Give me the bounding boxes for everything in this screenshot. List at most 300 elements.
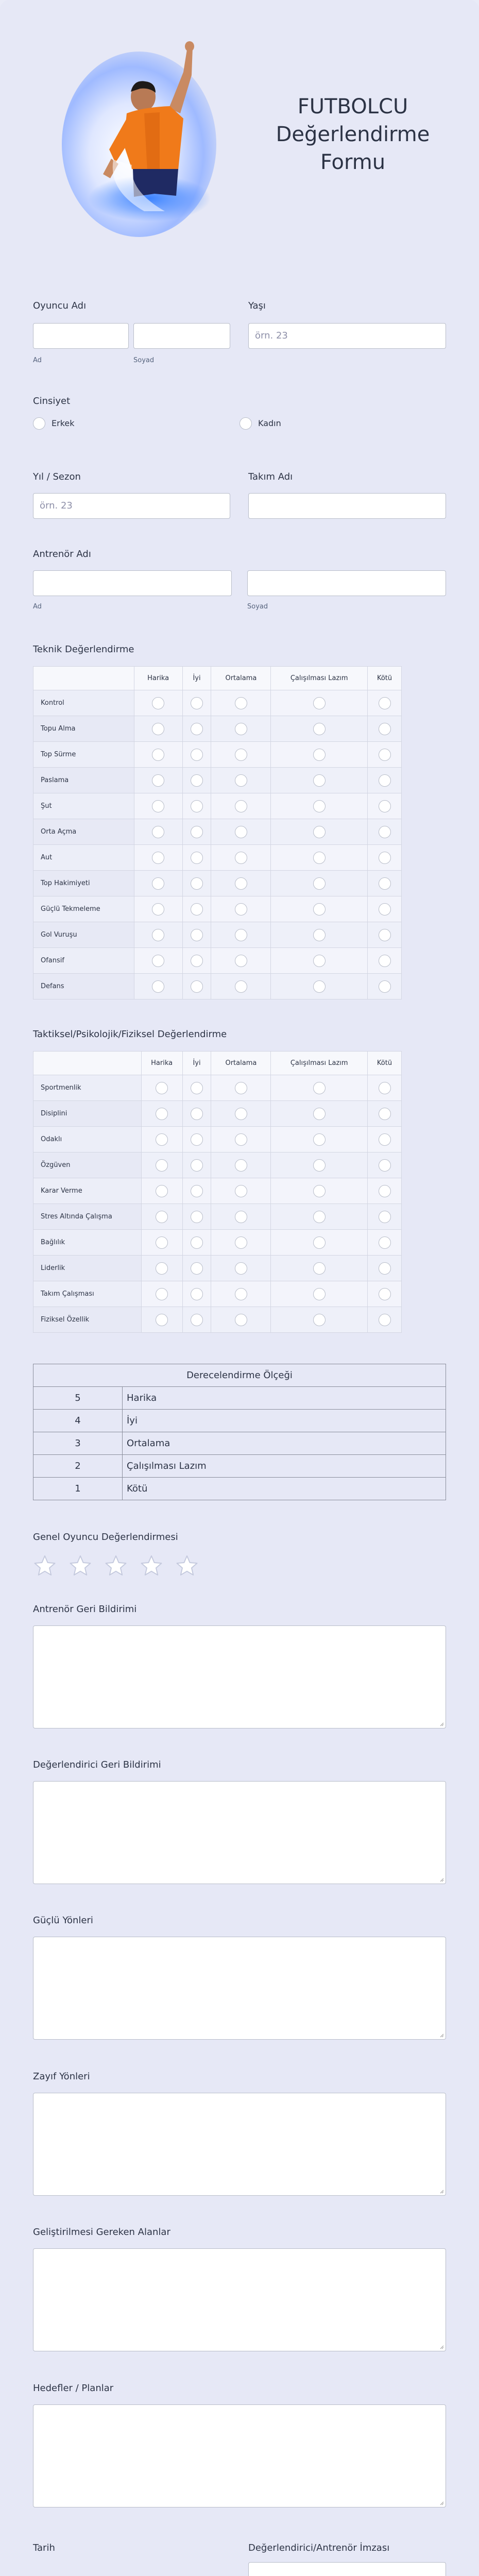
matrix-cell [134, 896, 182, 922]
player-name-label: Oyuncu Adı [33, 300, 87, 311]
matrix-cell [134, 845, 182, 871]
matrix-radio[interactable] [235, 955, 247, 967]
matrix-radio[interactable] [379, 1314, 391, 1326]
matrix-radio[interactable] [191, 1108, 203, 1120]
matrix-cell [182, 974, 211, 999]
matrix-radio[interactable] [313, 1288, 326, 1300]
matrix-radio[interactable] [313, 749, 326, 761]
matrix-cell [134, 819, 182, 845]
matrix-radio[interactable] [379, 749, 391, 761]
matrix-corner [33, 1052, 142, 1075]
tactical-row-label: Liderlik [33, 1256, 142, 1281]
matrix-radio[interactable] [152, 697, 164, 709]
column-header: Kötü [368, 1052, 402, 1075]
matrix-cell [182, 819, 211, 845]
matrix-radio[interactable] [235, 1314, 247, 1326]
matrix-cell [211, 819, 271, 845]
title-line-1: FUTBOLCU [297, 95, 408, 118]
matrix-cell [211, 871, 271, 896]
matrix-radio[interactable] [191, 1185, 203, 1197]
technical-row-label: Top Hakimiyeti [33, 871, 134, 896]
matrix-cell [271, 1256, 368, 1281]
matrix-cell [141, 1204, 182, 1230]
star-icon[interactable] [33, 1554, 57, 1578]
matrix-cell [141, 1230, 182, 1256]
matrix-radio[interactable] [379, 877, 391, 890]
matrix-radio[interactable] [156, 1288, 168, 1300]
matrix-radio[interactable] [235, 1133, 247, 1146]
signature-label: Değerlendirici/Antrenör İmzası [248, 2543, 390, 2553]
column-header: Kötü [368, 667, 402, 690]
matrix-radio[interactable] [156, 1262, 168, 1275]
matrix-radio[interactable] [379, 826, 391, 838]
weaknesses-label: Zayıf Yönleri [33, 2071, 90, 2082]
matrix-cell [368, 1281, 402, 1307]
star-icon[interactable] [140, 1554, 163, 1578]
matrix-radio[interactable] [156, 1133, 168, 1146]
matrix-cell [134, 871, 182, 896]
matrix-cell [134, 742, 182, 768]
matrix-cell [211, 1178, 271, 1204]
matrix-radio[interactable] [235, 826, 247, 838]
tactical-row-label: Sportmenlik [33, 1075, 142, 1101]
technical-row [33, 793, 402, 819]
matrix-radio[interactable] [191, 774, 203, 787]
matrix-radio[interactable] [379, 1262, 391, 1275]
coach-feedback-textarea[interactable] [33, 1625, 446, 1728]
matrix-cell [271, 1230, 368, 1256]
matrix-radio[interactable] [235, 877, 247, 890]
matrix-radio[interactable] [152, 877, 164, 890]
matrix-radio[interactable] [379, 1288, 391, 1300]
evaluator-feedback-textarea[interactable] [33, 1781, 446, 1884]
matrix-cell [271, 1281, 368, 1307]
matrix-radio[interactable] [156, 1082, 168, 1094]
matrix-radio[interactable] [235, 723, 247, 735]
scale-value: 4 [33, 1410, 123, 1432]
matrix-radio[interactable] [379, 723, 391, 735]
rating-scale-title: Derecelendirme Ölçeği [33, 1364, 446, 1387]
technical-row-label: Ofansif [33, 948, 134, 974]
matrix-corner [33, 667, 134, 690]
technical-row [33, 896, 402, 922]
technical-row-label: Kontrol [33, 690, 134, 716]
matrix-radio[interactable] [379, 1211, 391, 1223]
matrix-radio[interactable] [191, 852, 203, 864]
matrix-radio[interactable] [313, 826, 326, 838]
matrix-radio[interactable] [379, 697, 391, 709]
matrix-radio[interactable] [313, 1108, 326, 1120]
matrix-radio[interactable] [235, 929, 247, 941]
matrix-radio[interactable] [191, 1211, 203, 1223]
player-first-name-input[interactable] [33, 323, 129, 349]
year-season-input[interactable]: örn. 23 [33, 493, 230, 519]
team-name-label: Takım Adı [248, 471, 293, 482]
matrix-cell [211, 793, 271, 819]
matrix-radio[interactable] [313, 852, 326, 864]
coach-first-sublabel: Ad [33, 603, 42, 611]
coach-first-name-input[interactable] [33, 570, 232, 596]
matrix-cell [368, 974, 402, 999]
matrix-radio[interactable] [313, 1133, 326, 1146]
matrix-cell [141, 1075, 182, 1101]
matrix-cell [368, 1230, 402, 1256]
technical-row [33, 690, 402, 716]
matrix-radio[interactable] [152, 852, 164, 864]
matrix-cell [271, 974, 368, 999]
matrix-radio[interactable] [235, 1262, 247, 1275]
matrix-cell [271, 1178, 368, 1204]
matrix-cell [211, 1256, 271, 1281]
matrix-radio[interactable] [191, 749, 203, 761]
matrix-cell [271, 948, 368, 974]
matrix-radio[interactable] [379, 903, 391, 916]
matrix-radio[interactable] [235, 1159, 247, 1172]
technical-row [33, 819, 402, 845]
technical-row-label: Aut [33, 845, 134, 871]
column-header: Harika [134, 667, 182, 690]
team-name-input[interactable] [248, 493, 446, 519]
matrix-cell [271, 1307, 368, 1333]
matrix-radio[interactable] [313, 929, 326, 941]
matrix-cell [134, 793, 182, 819]
gender-radio-male[interactable] [33, 417, 45, 430]
matrix-cell [271, 1101, 368, 1127]
matrix-radio[interactable] [379, 1108, 391, 1120]
scale-row [33, 1478, 446, 1500]
matrix-cell [271, 871, 368, 896]
matrix-cell [182, 716, 211, 742]
matrix-radio[interactable] [313, 955, 326, 967]
technical-row-label: Güçlü Tekmeleme [33, 896, 134, 922]
matrix-radio[interactable] [156, 1314, 168, 1326]
column-header: İyi [182, 667, 211, 690]
matrix-cell [182, 768, 211, 793]
matrix-cell [211, 1230, 271, 1256]
technical-rows [33, 690, 402, 999]
scale-value: 1 [33, 1478, 123, 1500]
tactical-row [33, 1101, 402, 1127]
matrix-cell [182, 1178, 211, 1204]
gender-radio-female[interactable] [239, 417, 252, 430]
last-name-sublabel: Soyad [133, 357, 155, 364]
age-input[interactable]: örn. 23 [248, 323, 446, 349]
matrix-cell [368, 896, 402, 922]
matrix-radio[interactable] [191, 1133, 203, 1146]
matrix-radio[interactable] [379, 1236, 391, 1249]
matrix-radio[interactable] [313, 1236, 326, 1249]
matrix-radio[interactable] [152, 723, 164, 735]
scale-row [33, 1387, 446, 1410]
matrix-radio[interactable] [313, 723, 326, 735]
tactical-row [33, 1230, 402, 1256]
year-season-label: Yıl / Sezon [33, 471, 81, 482]
column-header: Çalışılması Lazım [271, 667, 368, 690]
matrix-cell [271, 1153, 368, 1178]
matrix-radio[interactable] [235, 903, 247, 916]
tactical-row [33, 1178, 402, 1204]
matrix-cell [368, 690, 402, 716]
technical-row [33, 845, 402, 871]
star-icon[interactable] [175, 1554, 199, 1578]
player-last-name-input[interactable] [133, 323, 230, 349]
gender-option-male: Erkek [52, 418, 75, 428]
matrix-cell [211, 974, 271, 999]
matrix-cell [368, 1101, 402, 1127]
matrix-cell [141, 1101, 182, 1127]
matrix-cell [368, 716, 402, 742]
matrix-radio[interactable] [313, 800, 326, 812]
signature-pad[interactable] [248, 2562, 446, 2576]
technical-row [33, 716, 402, 742]
matrix-cell [134, 922, 182, 948]
matrix-cell [134, 974, 182, 999]
matrix-radio[interactable] [235, 1082, 247, 1094]
matrix-radio[interactable] [313, 1159, 326, 1172]
matrix-radio[interactable] [191, 903, 203, 916]
matrix-radio[interactable] [191, 1288, 203, 1300]
technical-row-label: Paslama [33, 768, 134, 793]
matrix-radio[interactable] [313, 903, 326, 916]
tactical-row-label: Bağlılık [33, 1230, 142, 1256]
matrix-cell [182, 845, 211, 871]
matrix-cell [271, 793, 368, 819]
matrix-cell [211, 742, 271, 768]
technical-row-label: Şut [33, 793, 134, 819]
technical-row-label: Defans [33, 974, 134, 999]
title-line-2: Değerlendirme [276, 123, 430, 146]
matrix-radio[interactable] [152, 955, 164, 967]
matrix-radio[interactable] [152, 929, 164, 941]
tactical-matrix [33, 1051, 402, 1333]
matrix-cell [211, 1101, 271, 1127]
star-icon[interactable] [104, 1554, 128, 1578]
matrix-cell [182, 871, 211, 896]
matrix-cell [271, 845, 368, 871]
first-name-sublabel: Ad [33, 357, 42, 364]
matrix-cell [368, 819, 402, 845]
matrix-radio[interactable] [152, 980, 164, 993]
matrix-cell [182, 948, 211, 974]
matrix-radio[interactable] [191, 697, 203, 709]
column-header: Harika [141, 1052, 182, 1075]
football-player-illustration [82, 41, 206, 216]
matrix-radio[interactable] [313, 1185, 326, 1197]
matrix-radio[interactable] [379, 1082, 391, 1094]
matrix-cell [368, 1204, 402, 1230]
matrix-radio[interactable] [191, 877, 203, 890]
matrix-radio[interactable] [379, 774, 391, 787]
tactical-row [33, 1256, 402, 1281]
scale-row [33, 1432, 446, 1455]
tactical-row [33, 1281, 402, 1307]
age-label: Yaşı [248, 300, 266, 311]
matrix-cell [182, 1204, 211, 1230]
tactical-row-label: Özgüven [33, 1153, 142, 1178]
matrix-cell [134, 768, 182, 793]
matrix-cell [368, 1178, 402, 1204]
matrix-radio[interactable] [235, 800, 247, 812]
matrix-cell [211, 1153, 271, 1178]
matrix-cell [368, 871, 402, 896]
matrix-cell [182, 1230, 211, 1256]
matrix-cell [141, 1281, 182, 1307]
tactical-row-label: Disiplini [33, 1101, 142, 1127]
scale-text: Çalışılması Lazım [123, 1455, 446, 1478]
matrix-cell [368, 922, 402, 948]
matrix-radio[interactable] [379, 1185, 391, 1197]
matrix-cell [134, 948, 182, 974]
matrix-cell [182, 1256, 211, 1281]
matrix-radio[interactable] [313, 1082, 326, 1094]
matrix-radio[interactable] [191, 1314, 203, 1326]
matrix-radio[interactable] [313, 877, 326, 890]
coach-last-sublabel: Soyad [247, 603, 268, 611]
matrix-radio[interactable] [191, 1159, 203, 1172]
matrix-radio[interactable] [313, 1211, 326, 1223]
technical-row [33, 948, 402, 974]
matrix-cell [368, 1307, 402, 1333]
matrix-cell [141, 1178, 182, 1204]
matrix-radio[interactable] [235, 1108, 247, 1120]
matrix-radio[interactable] [156, 1159, 168, 1172]
scale-value: 3 [33, 1432, 123, 1455]
matrix-radio[interactable] [152, 749, 164, 761]
tactical-rows [33, 1075, 402, 1333]
matrix-radio[interactable] [191, 800, 203, 812]
matrix-radio[interactable] [191, 980, 203, 993]
matrix-radio[interactable] [313, 1314, 326, 1326]
scale-text: İyi [123, 1410, 446, 1432]
technical-row [33, 742, 402, 768]
matrix-radio[interactable] [235, 1288, 247, 1300]
matrix-radio[interactable] [313, 774, 326, 787]
evaluator-feedback-label: Değerlendirici Geri Bildirimi [33, 1759, 161, 1770]
matrix-cell [368, 742, 402, 768]
weaknesses-textarea[interactable] [33, 2093, 446, 2196]
coach-feedback-label: Antrenör Geri Bildirimi [33, 1604, 137, 1615]
matrix-radio[interactable] [235, 749, 247, 761]
tactical-row [33, 1127, 402, 1153]
matrix-cell [368, 948, 402, 974]
matrix-radio[interactable] [152, 774, 164, 787]
matrix-radio[interactable] [156, 1108, 168, 1120]
matrix-cell [271, 716, 368, 742]
matrix-radio[interactable] [191, 1262, 203, 1275]
gender-label: Cinsiyet [33, 396, 71, 406]
coach-last-name-input[interactable] [247, 570, 446, 596]
matrix-radio[interactable] [191, 1236, 203, 1249]
matrix-cell [271, 1204, 368, 1230]
title-line-3: Formu [320, 150, 386, 174]
header-image [36, 21, 216, 247]
tactical-row-label: Odaklı [33, 1127, 142, 1153]
matrix-cell [211, 716, 271, 742]
matrix-radio[interactable] [313, 1262, 326, 1275]
scale-text: Harika [123, 1387, 446, 1410]
rating-scale-table [33, 1364, 446, 1500]
improvement-areas-textarea[interactable] [33, 2248, 446, 2351]
matrix-radio[interactable] [235, 697, 247, 709]
matrix-radio[interactable] [152, 826, 164, 838]
date-label: Tarih [33, 2543, 55, 2553]
coach-name-label: Antrenör Adı [33, 549, 91, 560]
matrix-cell [211, 948, 271, 974]
matrix-radio[interactable] [379, 800, 391, 812]
technical-row-label: Topu Alma [33, 716, 134, 742]
matrix-radio[interactable] [235, 1185, 247, 1197]
tactical-title: Taktiksel/Psikolojik/Fiziksel Değerlendirme [33, 1029, 227, 1040]
matrix-radio[interactable] [379, 980, 391, 993]
matrix-radio[interactable] [191, 1082, 203, 1094]
matrix-radio[interactable] [379, 1133, 391, 1146]
matrix-cell [134, 716, 182, 742]
matrix-radio[interactable] [379, 1159, 391, 1172]
matrix-cell [182, 922, 211, 948]
strengths-textarea[interactable] [33, 1937, 446, 2040]
matrix-radio[interactable] [152, 800, 164, 812]
matrix-cell [271, 1075, 368, 1101]
matrix-radio[interactable] [191, 826, 203, 838]
matrix-radio[interactable] [235, 852, 247, 864]
matrix-cell [271, 819, 368, 845]
goals-textarea[interactable] [33, 2404, 446, 2507]
scale-text: Ortalama [123, 1432, 446, 1455]
matrix-cell [182, 1075, 211, 1101]
matrix-radio[interactable] [313, 697, 326, 709]
matrix-radio[interactable] [379, 955, 391, 967]
matrix-radio[interactable] [235, 1236, 247, 1249]
matrix-radio[interactable] [191, 955, 203, 967]
matrix-radio[interactable] [235, 980, 247, 993]
matrix-cell [211, 1127, 271, 1153]
tactical-row-label: Takım Çalışması [33, 1281, 142, 1307]
matrix-cell [211, 896, 271, 922]
matrix-radio[interactable] [313, 980, 326, 993]
matrix-radio[interactable] [156, 1185, 168, 1197]
technical-matrix [33, 666, 402, 999]
tactical-row [33, 1075, 402, 1101]
matrix-radio[interactable] [235, 774, 247, 787]
technical-row [33, 922, 402, 948]
technical-row-label: Gol Vuruşu [33, 922, 134, 948]
matrix-cell [271, 690, 368, 716]
matrix-cell [141, 1153, 182, 1178]
technical-title: Teknik Değerlendirme [33, 644, 134, 655]
column-header: Ortalama [211, 667, 271, 690]
matrix-cell [182, 1127, 211, 1153]
matrix-cell [182, 1153, 211, 1178]
matrix-radio[interactable] [379, 852, 391, 864]
matrix-radio[interactable] [156, 1236, 168, 1249]
matrix-cell [182, 1101, 211, 1127]
tactical-row-label: Karar Verme [33, 1178, 142, 1204]
matrix-radio[interactable] [152, 903, 164, 916]
matrix-cell [182, 1307, 211, 1333]
tactical-row-label: Stres Altında Çalışma [33, 1204, 142, 1230]
matrix-radio[interactable] [379, 929, 391, 941]
matrix-radio[interactable] [235, 1211, 247, 1223]
matrix-radio[interactable] [156, 1211, 168, 1223]
goals-label: Hedefler / Planlar [33, 2383, 114, 2394]
matrix-cell [141, 1307, 182, 1333]
star-icon[interactable] [69, 1554, 92, 1578]
matrix-radio[interactable] [191, 723, 203, 735]
matrix-radio[interactable] [191, 929, 203, 941]
tactical-row-label: Fiziksel Özellik [33, 1307, 142, 1333]
gender-option-female: Kadın [258, 418, 281, 428]
form-title [242, 93, 464, 176]
